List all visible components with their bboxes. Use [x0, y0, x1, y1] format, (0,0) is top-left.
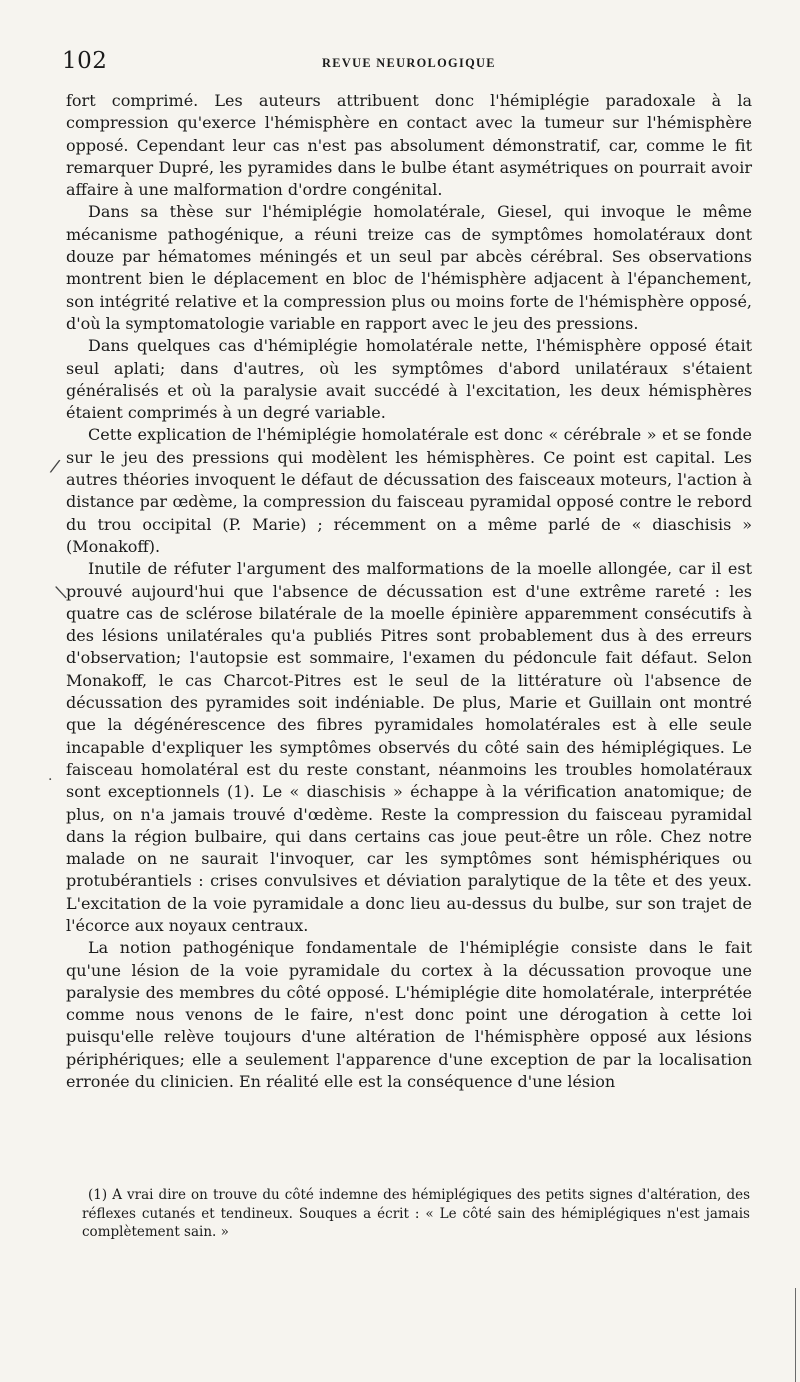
page-number: 102 — [62, 48, 108, 74]
scan-edge-line — [795, 1288, 796, 1382]
margin-pencil-mark: \ — [53, 581, 69, 604]
footnote: (1) A vrai dire on trouve du côté indemne des hémiplégiques des petits signes d'altération, des réflexes cutanés et tendineux. Souques a écrit : « Le côté sain des hémiplégiques n'est jamais complètement sain. » — [82, 1187, 750, 1240]
paragraph: fort comprimé. Les auteurs attribuent donc l'hémiplégie paradoxale à la compression qu'exerce l'hémisphère en contact avec la tumeur sur l'hémisphère opposé. Cependant leur cas n'est pas absolument démonstratif, car, comme le fit remarquer Dupré, les pyramides dans le bulbe étant asymétriques on pourrait avoir affaire à une malformation d'ordre congénital. — [66, 91, 752, 200]
page-header — [62, 48, 738, 76]
paragraph: La notion pathogénique fondamentale de l'hémiplégie consiste dans le fait qu'une lésion de la voie pyramidale du cortex à la décussation provoque une paralysie des membres du côté opposé. L'hémiplégie dite homolatérale, interprétée comme nous venons de le faire, n'est donc point une dérogation à cette loi puisqu'elle relève toujours d'une altération de l'hémisphère opposé aux lésions périphériques; elle a seulement l'apparence d'une exception de par la localisation erronée du clinicien. En réalité elle est la conséquence d'une lésion — [66, 938, 752, 1092]
margin-pencil-mark: . — [48, 768, 53, 784]
paragraph: Dans quelques cas d'hémiplégie homolatérale nette, l'hémisphère opposé était seul aplati; dans d'autres, où les symptômes d'abord unilatéraux s'étaient généralisés et où la paralysie avait succédé à l'excitation, les deux hémisphères étaient comprimés à un degré variable. — [66, 336, 752, 423]
footnote-area — [82, 1186, 750, 1242]
margin-pencil-mark: / — [48, 455, 62, 478]
paragraph: Inutile de réfuter l'argument des malformations de la moelle allongée, car il est prouvé aujourd'hui que l'absence de décussation est d'une extrême rareté : les quatre cas de sclérose bilatérale de la moelle épinière apparemment consécutifs à des lésions unilatérales qu'a publiés Pitres sont probablement dus à des erreurs d'observation; l'autopsie est sommaire, l'examen du pédoncule fait défaut. Selon Monakoff, le cas Charcot-Pitres est le seul de la littérature où l'absence de décussation des pyramides soit indéniable. De plus, Marie et Guillain ont montré que la dégénérescence des fibres pyramidales homolatérales est à elle seule incapable d'expliquer les symptômes observés du côté sain des hémiplégiques. Le faisceau homolatéral est du reste constant, néanmoins les troubles homolatéraux sont exceptionnels (1). Le « diaschisis » échappe à la vérification anatomique; de plus, on n'a jamais trouvé d'œdème. Reste la compression du faisceau pyramidal dans la région bulbaire, qui dans certains cas joue peut-être un rôle. Chez notre malade on ne saurait l'invoquer, car les symptômes sont hémisphériques ou protubérantiels : crises convulsives et déviation paralytique de la tête et des yeux. L'excitation de la voie pyramidale a donc lieu au-dessus du bulbe, sur son trajet de l'écorce aux noyaux centraux. — [66, 559, 752, 935]
paragraph: Cette explication de l'hémiplégie homolatérale est donc « cérébrale » et se fonde sur le jeu des pressions qui modèlent les hémisphères. Ce point est capital. Les autres théories invoquent le défaut de décussation des faisceaux moteurs, l'action à distance par œdème, la compression du faisceau pyramidal opposé contre le rebord du trou occipital (P. Marie) ; récemment on a même parlé de « diaschisis » (Monakoff). — [66, 425, 752, 556]
running-head: REVUE NEUROLOGIQUE — [322, 55, 496, 70]
paragraph: Dans sa thèse sur l'hémiplégie homolatérale, Giesel, qui invoque le même mécanisme pathogénique, a réuni treize cas de symptômes homolatéraux dont douze par hématomes méningés et un seul par abcès cérébral. Ses observations montrent bien le déplacement en bloc de l'hémisphère adjacent à l'épanchement, son intégrité relative et la compression plus ou moins forte de l'hémisphère opposé, d'où la symptomatologie variable en rapport avec le jeu des pressions. — [66, 202, 752, 333]
body-text — [66, 90, 752, 1093]
